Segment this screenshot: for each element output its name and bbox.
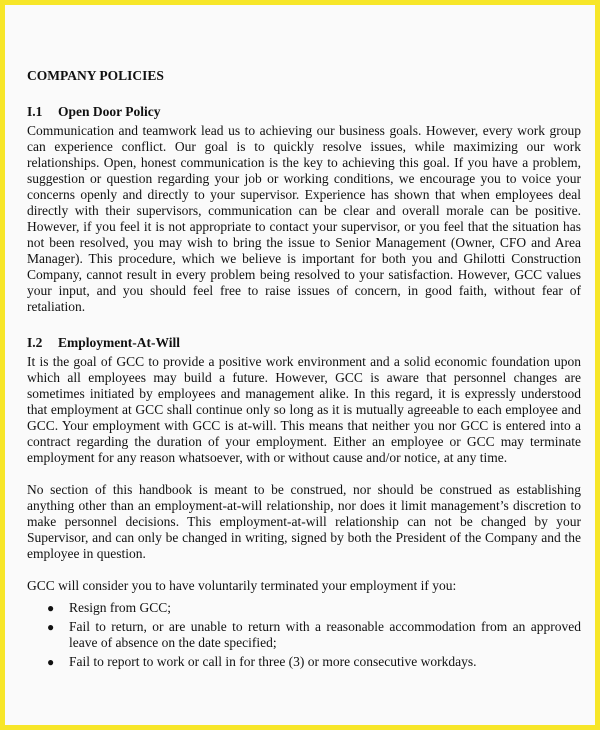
document-content — [27, 68, 581, 673]
list-item-text: Fail to report to work or call in for three (3) or more consecutive workdays. — [69, 654, 477, 669]
bullet-icon: ● — [47, 655, 55, 669]
section-number: I.2 — [27, 335, 43, 350]
section-number: I.1 — [27, 104, 43, 119]
document-title: COMPANY POLICIES — [27, 68, 164, 83]
paragraph: No section of this handbook is meant to be construed, nor should be construed as establishing anything other than an employment-at-will relationship, nor does it limit management’s discretion to make personnel decisions. This employment-at-will relationship can not be changed by your Supervisor, and can only be changed in writing, signed by both the President of the Company and the employee in question. — [27, 482, 581, 561]
section-heading-employment-at-will — [27, 335, 581, 351]
paragraph: Communication and teamwork lead us to achieving our business goals. However, every work group can experience conflict. Our goal is to quickly resolve issues, while maximizing our work relationships. Open, honest communication is the key to achieving this goal. If you have a problem, suggestion or question regarding your job or working conditions, we encourage you to voice your concerns openly and directly to your supervisor. Experience has shown that when employees deal directly with their supervisors, communication can be clear and overall morale can be positive. However, if you feel it is not appropriate to contact your supervisor, or you feel that the situation has not been resolved, you may wish to bring the issue to Senior Management (Owner, CFO and Area Manager). This procedure, which we believe is important for both you and Ghilotti Construction Company, cannot result in every problem being resolved to your satisfaction. However, GCC values your input, and you should feel free to raise issues of concern, in good faith, without fear of retaliation. — [27, 123, 581, 314]
section-heading-open-door — [27, 104, 581, 120]
list-item — [27, 654, 581, 670]
list-item — [27, 619, 581, 651]
list-item — [27, 600, 581, 616]
paragraph: GCC will consider you to have voluntarily terminated your employment if you: — [27, 578, 457, 593]
bullet-icon: ● — [47, 601, 55, 615]
list-item-text: Fail to return, or are unable to return with a reasonable accommodation from an approved leave of absence on the date specified; — [69, 619, 581, 650]
document-page — [5, 5, 595, 725]
bullet-icon: ● — [47, 620, 55, 634]
section-title: Employment-At-Will — [58, 335, 180, 350]
list-item-text: Resign from GCC; — [69, 600, 172, 615]
section-title: Open Door Policy — [58, 104, 161, 119]
paragraph: It is the goal of GCC to provide a positive work environment and a solid economic foundation upon which all employees may build a future. However, GCC is aware that personnel changes are sometimes initiated by employees and management alike. In this regard, it is expressly understood that employment at GCC shall continue only so long as it is mutually agreeable to each employee and GCC. Your employment with GCC is at-will. This means that neither you nor GCC is entered into a contract regarding the duration of your employment. Either an employee or GCC may terminate employment for any reason whatsoever, with or without cause and/or notice, at any time. — [27, 354, 581, 465]
termination-conditions-list — [27, 600, 581, 670]
